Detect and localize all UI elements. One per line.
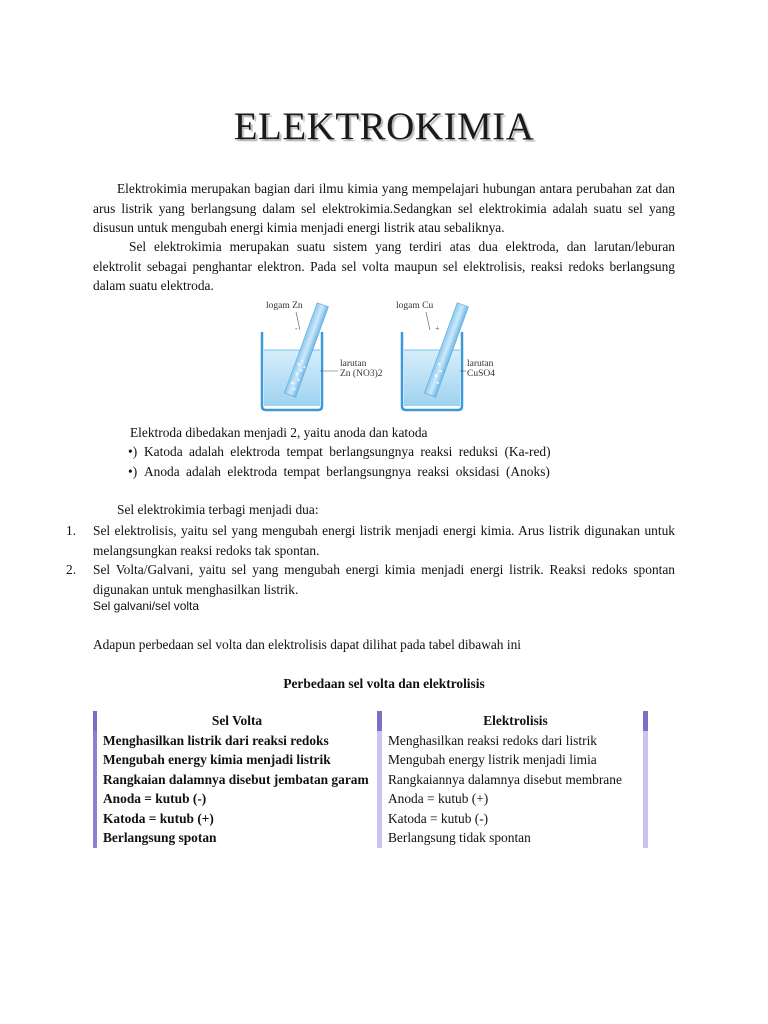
cell-elektrolisis: Berlangsung tidak spontan [380, 828, 646, 848]
table-row [95, 828, 648, 848]
item-number: 2. [66, 562, 77, 577]
svg-text:+: + [435, 324, 440, 333]
zn-solution-label-2: Zn (NO3)2 [340, 369, 383, 379]
bullet-text: Anoda adalah elektroda tempat berlangsungnya reaksi oksidasi (Anoks) [144, 464, 550, 479]
cell-elektrolisis: Rangkaiannya dalamnya disebut membrane [380, 770, 646, 790]
numbered-item [66, 560, 675, 600]
cell-elektrolisis: Katoda = kutub (-) [380, 809, 646, 829]
right-beaker [402, 303, 468, 410]
electrodes-intro: Elektroda dibedakan menjadi 2, yaitu anoda dan katoda [130, 425, 428, 440]
list-item [128, 444, 578, 460]
cell-volta: Menghasilkan listrik dari reaksi redoks [95, 731, 380, 751]
cell-elektrolisis: Anoda = kutub (+) [380, 789, 646, 809]
item-text: Sel elektrolisis, yaitu sel yang mengubah energi listrik menjadi energi kimia. Arus listrik digunakan untuk melangsungkan reaksi redoks tak spontan. [93, 523, 675, 558]
cu-solution-label-2: CuSO4 [467, 369, 495, 379]
item-text: Sel Volta/Galvani, yaitu sel yang mengubah energi kimia menjadi energi listrik. Reaksi redoks spontan digunakan untuk menghasilkan listrik. [93, 562, 675, 597]
svg-text:-: - [295, 324, 298, 333]
subheading: Sel galvani/sel volta [93, 599, 200, 613]
intro-paragraph-1: Elektrokimia merupakan bagian dari ilmu kimia yang mempelajari hubungan antara perubahan zat dan arus listrik yang berlangsung dalam sel elektrokimia.Sedangkan sel elektrokimia adalah suatu sel yang disusun untuk mengubah energi kimia menjadi energi listrik atau sebaliknya. [93, 181, 675, 235]
cell-volta: Anoda = kutub (-) [95, 789, 380, 809]
comparison-table [93, 711, 648, 848]
electrode-figure [258, 296, 502, 412]
table-row [95, 789, 648, 809]
cu-electrode-label: logam Cu [396, 301, 434, 311]
table-caption: Perbedaan sel volta dan elektrolisis [283, 676, 485, 691]
page-title: ELEKTROKIMIA [233, 105, 535, 148]
bullet-marker: •) [128, 464, 138, 479]
comparison-intro: Adapun perbedaan sel volta dan elektrolisis dapat dilihat pada tabel dibawah ini [93, 637, 521, 652]
table-header-row [95, 711, 648, 731]
cell-volta: Rangkaian dalamnya disebut jembatan garam [95, 770, 380, 790]
cell-elektrolisis: Mengubah energy listrik menjadi limia [380, 750, 646, 770]
bullet-marker: •) [128, 444, 138, 459]
table-row [95, 770, 648, 790]
cell-volta: Katoda = kutub (+) [95, 809, 380, 829]
list-item [128, 464, 578, 480]
numbered-item [66, 521, 675, 561]
zn-electrode-label: logam Zn [266, 301, 303, 311]
header-sel-volta: Sel Volta [95, 711, 380, 731]
header-elektrolisis: Elektrolisis [380, 711, 646, 731]
table-row [95, 809, 648, 829]
item-number: 1. [66, 523, 77, 538]
cu-solution-label-1: larutan [467, 359, 494, 369]
bullet-text: Katoda adalah elektroda tempat berlangsungnya reaksi reduksi (Ka-red) [144, 444, 551, 459]
cell-volta: Berlangsung spotan [95, 828, 380, 848]
table-row [95, 731, 648, 751]
table-row [95, 750, 648, 770]
left-beaker [262, 303, 328, 410]
zn-solution-label-1: larutan [340, 359, 367, 369]
cell-volta: Mengubah energy kimia menjadi listrik [95, 750, 380, 770]
intro-paragraph-2: Sel elektrokimia merupakan suatu sistem yang terdiri atas dua elektroda, dan larutan/leburan elektrolit sebagai penghantar elektron. Pada sel volta maupun sel elektrolisis, reaksi redoks berlangsung dalam suatu elektroda. [93, 239, 675, 293]
cells-intro: Sel elektrokimia terbagi menjadi dua: [117, 502, 319, 517]
cell-elektrolisis: Menghasilkan reaksi redoks dari listrik [380, 731, 646, 751]
